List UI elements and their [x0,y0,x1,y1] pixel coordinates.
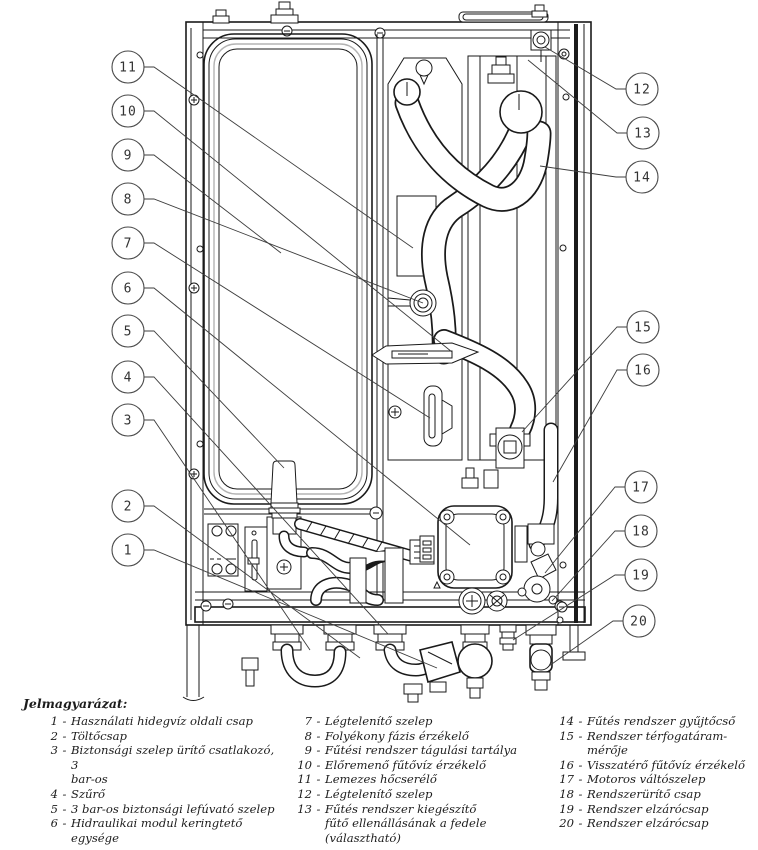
legend-item-text: Lemezes hőcserélő [325,772,437,787]
pipe-fitting [500,625,516,650]
legend-item-dash: - [316,743,321,758]
leader-line [549,621,623,666]
legend-item-13 [288,802,540,846]
legend-item-dash: - [316,801,321,816]
legend-item-text: Előremenő fűtővíz érzékelő [325,757,486,772]
legend-item-dash: - [316,728,321,743]
legend-item-8 [288,729,540,744]
legend-item-dash: - [62,743,67,758]
legend-item-19 [550,802,756,817]
legend-item-2 [34,729,284,744]
legend-item-text: Fűtés rendszer gyűjtőcső [587,714,736,728]
legend-item-number: 2 [50,728,58,743]
legend-item-text: Biztonsági szelep ürítő csatlakozó, 3 bar-os [71,743,275,787]
legend-item-7 [288,714,540,729]
callout-number: 6 [123,281,133,297]
legend-column-3 [550,714,756,831]
callout-number: 5 [123,324,133,340]
legend-item-dash: - [578,801,583,816]
legend-item-number: 10 [297,757,312,772]
legend-item-number: 8 [304,728,312,743]
legend-item-dash: - [578,772,583,787]
legend-item-10 [288,758,540,773]
legend-item-6 [34,816,284,845]
legend-item-dash: - [62,786,67,801]
leader-line [540,166,626,177]
leader-line [144,243,430,418]
callout-number: 13 [634,126,652,142]
legend-item-12 [288,787,540,802]
legend-item-9 [288,743,540,758]
bottom-connections [242,625,556,702]
leader-line [545,47,626,89]
legend-item-number: 12 [297,786,312,801]
electrical-box [208,524,267,591]
legend-item-dash: - [316,786,321,801]
callout-number: 2 [123,499,133,515]
legend-item-text: Szűrő [71,786,106,801]
legend-item-dash: - [62,801,67,816]
legend-item-dash: - [578,757,583,772]
hose-end-cap-right [500,91,542,133]
shut-off-valve [526,625,556,690]
legend-item-text: Hidraulikai modul keringtető egysége [71,816,243,845]
legend-item-number: 4 [50,786,58,801]
legend-item-number: 19 [559,801,574,816]
callout-number: 8 [123,192,133,208]
legend-item-dash: - [578,786,583,801]
legend-item-16 [550,758,756,773]
legend-item-dash: - [316,714,321,728]
callout-number: 17 [632,480,650,496]
liquid-phase-sensor [388,290,436,316]
legend-item-1 [34,714,284,729]
sight-glass [424,386,452,446]
legend-item-number: 5 [50,801,58,816]
legend-item-number: 7 [304,714,312,728]
legend-item-11 [288,772,540,787]
callout-number: 11 [119,60,137,76]
legend-item-5 [34,802,284,817]
legend-item-dash: - [316,757,321,772]
legend-item-text: Rendszerürítő csap [587,786,701,801]
legend-item-text: Légtelenítő szelep [325,786,433,801]
legend-item-dash: - [62,728,67,743]
legend-item-number: 15 [559,728,574,743]
legend-item-text: Rendszer elzárócsap [587,816,709,831]
legend-item-dash: - [62,816,67,831]
bottom-plumbing [300,522,434,603]
callout-number: 14 [633,170,651,186]
legend-item-dash: - [578,816,583,831]
legend-item-number: 18 [559,786,574,801]
legend-item-text: Visszatérő fűtővíz érzékelő [587,757,745,772]
callout-number: 20 [630,614,648,630]
callout-16 [553,354,659,482]
legend-item-dash: - [62,714,67,728]
legend-item-text: Fűtés rendszer kiegészítő fűtő ellenállásának a fedele (választható) [325,801,487,845]
legend-item-text: Fűtési rendszer tágulási tartálya [325,743,518,758]
legend-item-number: 9 [304,743,312,758]
legend-item-17 [550,772,756,787]
callout-number: 16 [634,363,652,379]
legend-item-3 [34,743,284,787]
flow-meter [490,428,530,468]
legend-item-text: Rendszer elzárócsap [587,801,709,816]
legend-item-18 [550,787,756,802]
callout-11 [112,51,413,248]
callout-10 [112,95,452,352]
top-air-vent-fitting [213,2,298,23]
callout-number: 3 [123,413,133,429]
callout-7 [112,227,430,418]
wall-bracket [459,5,548,22]
legend-item-text: Használati hidegvíz oldali csap [71,714,253,728]
legend-column-2 [288,714,540,845]
leader-line [144,111,452,352]
callout-number: 12 [633,82,651,98]
legend-title: Jelmagyarázat: [23,696,128,711]
legend-column-1 [34,714,284,845]
legend-item-text: Töltőcsap [71,728,127,743]
legend-item-number: 6 [50,816,58,831]
legend-item-number: 17 [559,772,574,787]
callout-number: 15 [634,320,652,336]
callout-number: 19 [632,568,650,584]
legend-item-text: Légtelenítő szelep [325,714,433,728]
legend-item-number: 14 [559,714,574,728]
callout-number: 10 [119,104,137,120]
callout-number: 7 [123,236,133,252]
leader-line [144,155,281,253]
air-vent-valve-12 [531,30,551,62]
legend-item-text: Folyékony fázis érzékelő [325,728,469,743]
legend-item-15 [550,729,756,758]
legend-item-number: 16 [559,757,574,772]
legend-item-text: Rendszer térfogatáram-mérője [587,728,728,758]
callout-number: 18 [632,524,650,540]
legend-item-number: 11 [297,772,312,787]
legend-item-number: 1 [50,714,58,728]
legend-item-text: Motoros váltószelep [587,772,706,787]
legend-item-4 [34,787,284,802]
legend-item-dash: - [316,772,321,787]
legend-item-20 [550,816,756,831]
legend-item-number: 3 [50,743,58,758]
legend-item-text: 3 bar-os biztonsági lefúvató szelep [71,801,275,816]
legend-item-number: 20 [559,816,574,831]
legend-item-dash: - [578,728,583,743]
callout-number: 4 [123,370,133,386]
ball-valve [458,625,492,698]
motorized-diverter-valve [515,524,567,612]
legend-item-14 [550,714,756,729]
callout-number: 9 [123,148,133,164]
leader-line [553,370,627,482]
callout-number: 1 [123,543,133,559]
legend-item-dash: - [578,714,583,728]
legend-item-number: 13 [297,801,312,816]
callout-4 [112,361,388,634]
